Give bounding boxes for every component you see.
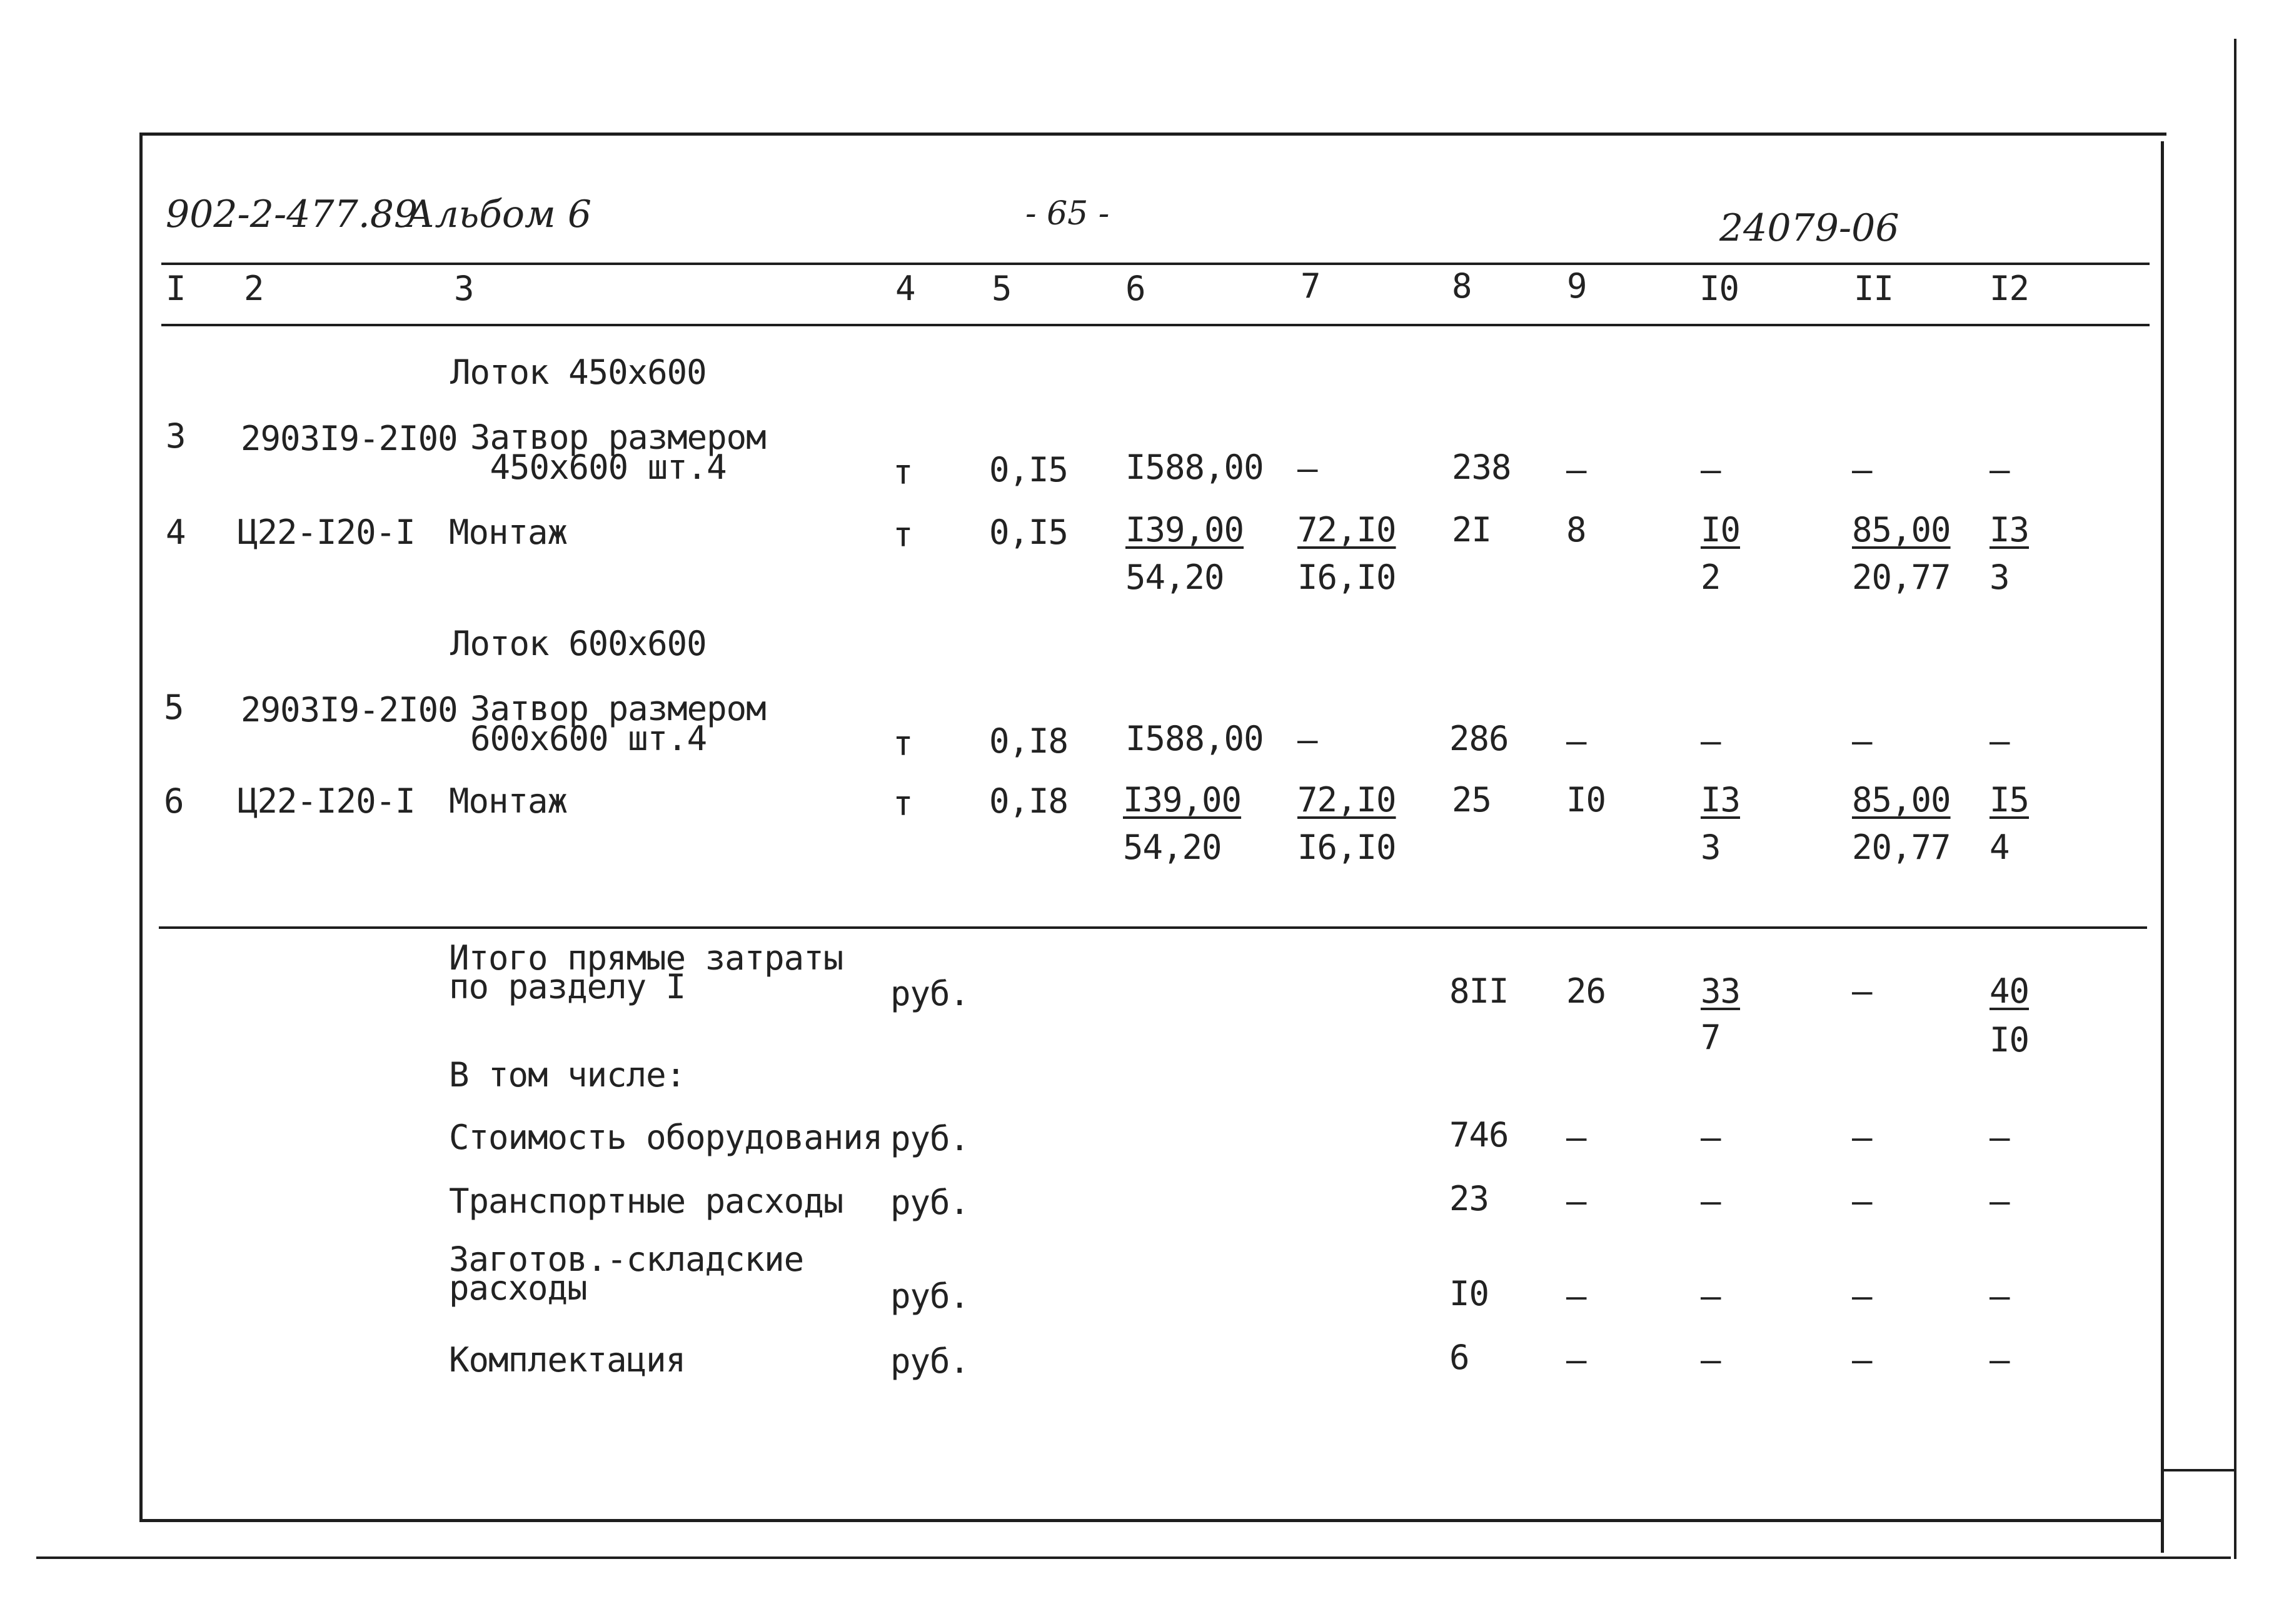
row-qty: 0,I5 (989, 513, 1069, 552)
breakdown-col9: – (1566, 1181, 1586, 1221)
col-header-11: II (1854, 269, 1894, 308)
row-col11: 85,00 (1852, 510, 1951, 549)
breakdown-label: Стоимость оборудования (449, 1118, 883, 1157)
col-header-12: I2 (1990, 269, 2030, 308)
page-number: - 65 - (1025, 195, 1110, 233)
row-qty: 0,I5 (989, 450, 1069, 489)
row-col11-sub: 20,77 (1852, 558, 1951, 597)
breakdown-col11: – (1852, 1340, 1872, 1380)
row-name: Затвор размером 600x600 шт.4 (470, 689, 766, 758)
totals-rule (159, 926, 2147, 929)
col-header-9: 9 (1567, 266, 1587, 306)
col-header-7: 7 (1300, 266, 1321, 306)
row-col10: I3 (1701, 780, 1741, 820)
frame-left (139, 133, 143, 1521)
row-col6: I39,00 (1123, 780, 1242, 820)
section-title: Лоток 600x600 (450, 624, 707, 663)
row-col12: I3 (1990, 510, 2030, 549)
row-col6: I588,00 (1125, 719, 1264, 758)
totals-col12-sub: I0 (1990, 1020, 2030, 1060)
row-col10: – (1701, 721, 1721, 761)
col-header-4: 4 (895, 269, 915, 308)
totals-col8: 8II (1449, 971, 1509, 1011)
frame-right (2161, 141, 2164, 1553)
totals-col12: 40 (1990, 971, 2030, 1011)
breakdown-col10: – (1701, 1340, 1721, 1380)
breakdown-unit: руб. (890, 1119, 970, 1158)
breakdown-unit: руб. (890, 1183, 970, 1222)
breakdown-col12: – (1990, 1181, 2010, 1221)
totals-col11: – (1852, 971, 1872, 1011)
breakdown-col12: – (1990, 1276, 2010, 1316)
breakdown-col9: – (1566, 1276, 1586, 1316)
totals-label: Итого прямые затраты по разделу I (449, 938, 843, 1006)
row-col7: 72,I0 (1297, 780, 1396, 820)
row-col9: I0 (1566, 780, 1606, 820)
totals-unit: руб. (890, 974, 970, 1013)
row-col8: 25 (1452, 780, 1492, 820)
frame-bottom (139, 1519, 2164, 1522)
row-col8: 2I (1452, 510, 1492, 549)
row-unit: т (893, 784, 913, 823)
stamp-box-top (2161, 1469, 2236, 1471)
row-col7: 72,I0 (1297, 510, 1396, 549)
breakdown-col9: – (1566, 1340, 1586, 1380)
row-code: Ц22-I20-I (238, 781, 415, 821)
row-number: 3 (166, 416, 186, 456)
row-number: 6 (164, 781, 184, 821)
in-that-number-label: В том числе: (449, 1055, 686, 1095)
totals-col10: 33 (1701, 971, 1741, 1011)
breakdown-col10: – (1701, 1118, 1721, 1157)
row-name: Затвор размером 450x600 шт.4 (470, 418, 766, 487)
row-col6: I39,00 (1125, 510, 1244, 549)
row-col12: I5 (1990, 780, 2030, 820)
doc-number: 24079-06 (1719, 206, 1899, 250)
breakdown-unit: руб. (890, 1276, 970, 1316)
breakdown-col8: 23 (1449, 1179, 1489, 1218)
doc-code: 902-2-477.89 (166, 193, 418, 236)
row-col12-sub: 3 (1990, 558, 2010, 597)
row-col8: 286 (1449, 719, 1509, 758)
col-header-3: 3 (454, 269, 474, 308)
col-header-5: 5 (992, 269, 1012, 308)
breakdown-label: Заготов.-складские расходы (449, 1240, 804, 1308)
col-header-2: 2 (244, 269, 264, 308)
row-col12: – (1990, 721, 2010, 761)
row-code: 2903I9-2I00 (241, 419, 458, 458)
col-header-1: I (166, 269, 186, 308)
row-col10-sub: 3 (1701, 828, 1721, 867)
row-qty: 0,I8 (989, 721, 1069, 761)
row-col7: – (1297, 720, 1317, 759)
row-qty: 0,I8 (989, 781, 1069, 821)
breakdown-col8: 746 (1449, 1115, 1509, 1155)
breakdown-col11: – (1852, 1118, 1872, 1157)
header-rule-top (161, 263, 2150, 265)
breakdown-col12: – (1990, 1340, 2010, 1380)
col-header-10: I0 (1699, 269, 1739, 308)
row-col9: – (1566, 721, 1586, 761)
breakdown-col10: – (1701, 1276, 1721, 1316)
frame-top (141, 133, 2166, 136)
row-col8: 238 (1452, 448, 1511, 487)
row-col10-sub: 2 (1701, 558, 1721, 597)
row-unit: т (893, 453, 913, 492)
col-header-6: 6 (1125, 269, 1145, 308)
page-bottom-line (36, 1556, 2231, 1559)
breakdown-col8: 6 (1449, 1338, 1469, 1377)
breakdown-unit: руб. (890, 1341, 970, 1381)
row-col11: – (1852, 450, 1872, 489)
row-col7-sub: I6,I0 (1297, 828, 1396, 867)
outer-right-line (2234, 39, 2236, 1559)
album-label: Альбом 6 (406, 193, 592, 236)
row-number: 4 (166, 513, 186, 552)
row-col11-sub: 20,77 (1852, 828, 1951, 867)
breakdown-col11: – (1852, 1276, 1872, 1316)
row-col12: – (1990, 450, 2010, 489)
row-name: Монтаж (449, 781, 568, 821)
row-col6-sub: 54,20 (1123, 828, 1222, 867)
breakdown-col11: – (1852, 1181, 1872, 1221)
row-code: 2903I9-2I00 (241, 690, 458, 729)
header-rule-bottom (161, 324, 2150, 326)
row-name: Монтаж (449, 513, 568, 552)
row-unit: т (893, 515, 913, 554)
row-col12-sub: 4 (1990, 828, 2010, 867)
breakdown-col8: I0 (1449, 1274, 1489, 1313)
row-code: Ц22-I20-I (238, 513, 415, 552)
row-col9: 8 (1566, 510, 1586, 549)
row-col11: 85,00 (1852, 780, 1951, 820)
breakdown-col9: – (1566, 1118, 1586, 1157)
breakdown-col10: – (1701, 1181, 1721, 1221)
col-header-8: 8 (1452, 266, 1472, 306)
section-title: Лоток 450x600 (450, 353, 707, 392)
breakdown-label: Комплектация (449, 1340, 686, 1380)
row-unit: т (893, 724, 913, 763)
row-col11: – (1852, 721, 1872, 761)
row-col6-sub: 54,20 (1125, 558, 1224, 597)
row-col7: – (1297, 449, 1317, 488)
row-col7-sub: I6,I0 (1297, 558, 1396, 597)
breakdown-col12: – (1990, 1118, 2010, 1157)
row-col6: I588,00 (1125, 448, 1264, 487)
breakdown-label: Транспортные расходы (449, 1181, 843, 1221)
row-number: 5 (164, 688, 184, 727)
row-col10: – (1701, 450, 1721, 489)
row-col9: – (1566, 450, 1586, 489)
totals-col9: 26 (1566, 971, 1606, 1011)
totals-col10-sub: 7 (1701, 1018, 1721, 1057)
row-col10: I0 (1701, 510, 1741, 549)
